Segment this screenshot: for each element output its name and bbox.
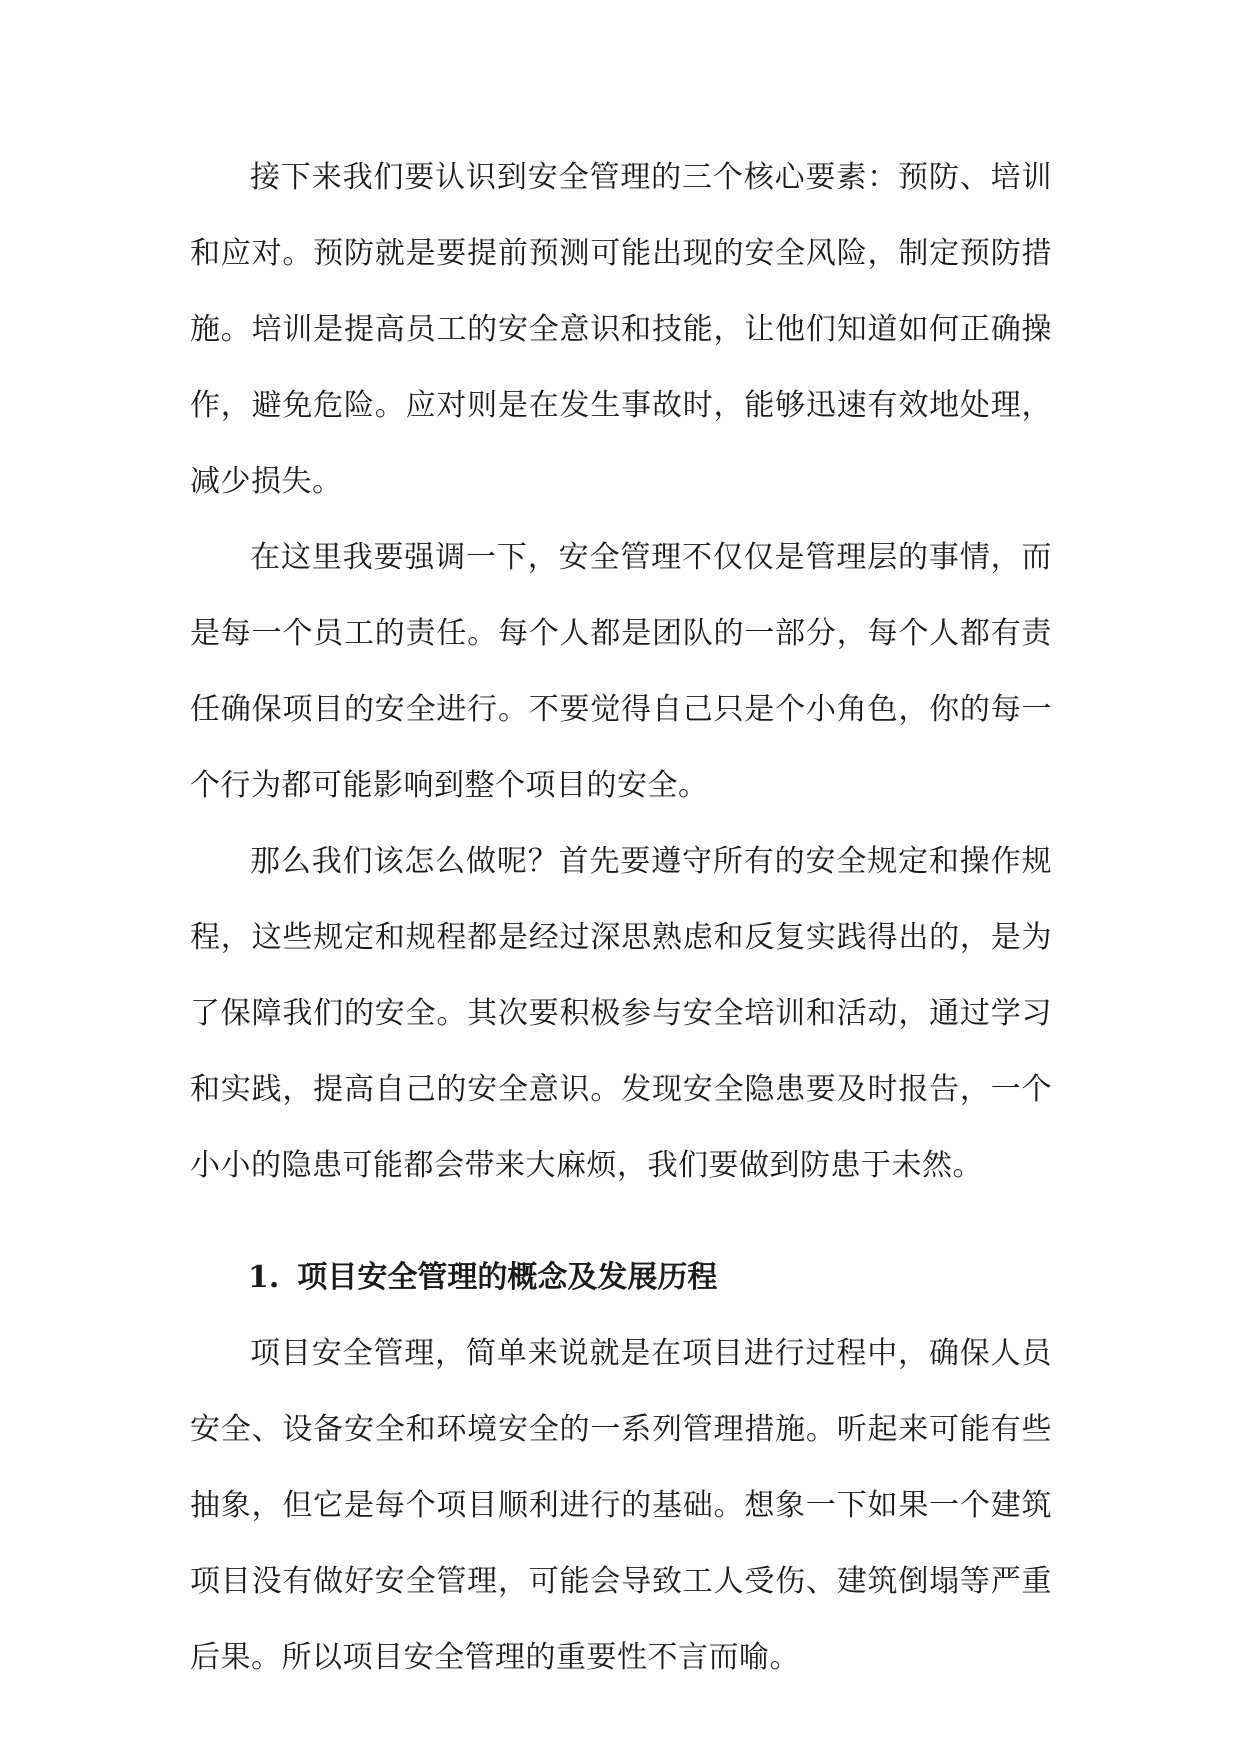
section-heading <box>190 1240 1052 1316</box>
paragraph-employee-responsibility: 在这里我要强调一下，安全管理不仅仅是管理层的事情，而是每一个员工的责任。每个人都是团队的一部分，每个人都有责任确保项目的安全进行。不要觉得自己只是个小角色，你的每一个行为都可能影响到整个项目的安全。 <box>190 540 1052 803</box>
section-title: 项目安全管理的概念及发展历程 <box>297 1260 718 1295</box>
document-page <box>190 140 1052 1696</box>
paragraph-concept: 项目安全管理，简单来说就是在项目进行过程中，确保人员安全、设备安全和环境安全的一系列管理措施。听起来可能有些抽象，但它是每个项目顺利进行的基础。想象一下如果一个建筑项目没有做好安全管理，可能会导致工人受伤、建筑倒塌等严重后果。所以项目安全管理的重要性不言而喻。 <box>190 1336 1052 1675</box>
paragraph-what-to-do: 那么我们该怎么做呢？首先要遵守所有的安全规定和操作规程，这些规定和规程都是经过深思熟虑和反复实践得出的，是为了保障我们的安全。其次要积极参与安全培训和活动，通过学习和实践，提高自己的安全意识。发现安全隐患要及时报告，一个小小的隐患可能都会带来大麻烦，我们要做到防患于未然。 <box>190 844 1052 1183</box>
paragraph-core-elements: 接下来我们要认识到安全管理的三个核心要素：预防、培训和应对。预防就是要提前预测可能出现的安全风险，制定预防措施。培训是提高员工的安全意识和技能，让他们知道如何正确操作，避免危险。应对则是在发生事故时，能够迅速有效地处理，减少损失。 <box>190 160 1052 499</box>
section-number: 1. <box>248 1260 280 1295</box>
